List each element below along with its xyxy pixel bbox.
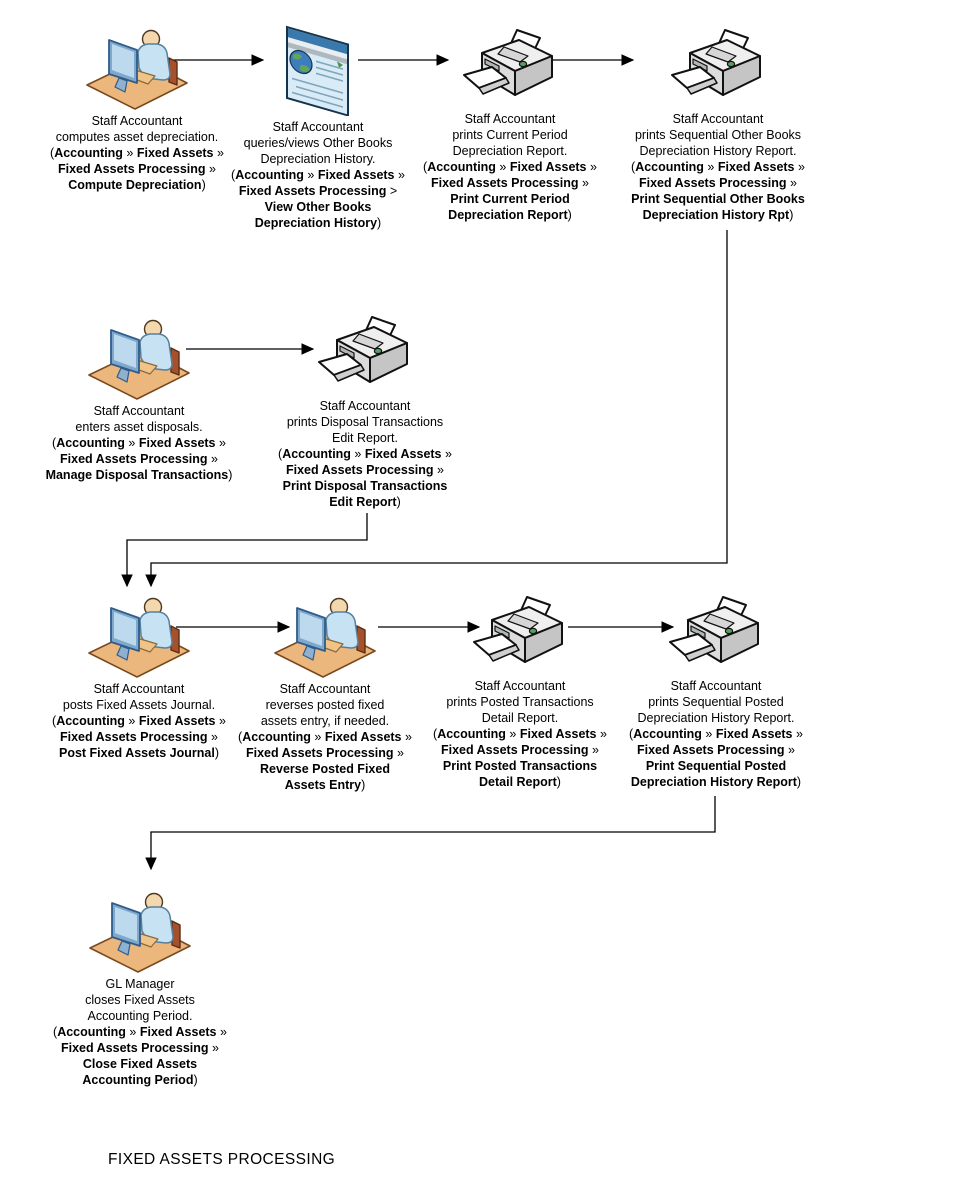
node-text-line: Print Posted Transactions [442,759,598,773]
node-text-line: computes asset depreciation. [55,130,219,144]
node-label [238,681,412,793]
node-text-line: Depreciation History Report. [639,144,797,158]
node-label [433,678,607,790]
node-text-line: Detail Report. [481,711,559,725]
printer-icon [670,28,766,108]
printer-icon [668,595,764,675]
node-label [631,111,805,223]
node-text-line: View Other Books [264,200,372,214]
node-text-line: Staff Accountant [91,114,183,128]
node-text-line: Reverse Posted Fixed [260,762,390,776]
node-text-line: Depreciation History Report) [630,775,802,789]
node-text-line: Fixed Assets Processing » [61,1041,219,1055]
node-text-line: Staff Accountant [672,112,764,126]
node-text-line: Staff Accountant [474,679,566,693]
edge-arrow-elbow [151,796,715,869]
node-text-line: Staff Accountant [670,679,762,693]
node-text-line: Fixed Assets Processing » [246,746,404,760]
node-text-line: Edit Report. [331,431,398,445]
node-text-line: Depreciation Report. [452,144,568,158]
node-print-current-period-depreciation-report [395,28,625,223]
node-text-line: GL Manager [105,977,175,991]
node-text-line: Staff Accountant [319,399,411,413]
node-text-line: Fixed Assets Processing » [60,730,218,744]
node-text-line: Fixed Assets Processing » [286,463,444,477]
node-text-line: Print Sequential Posted [645,759,787,773]
node-text-line: Fixed Assets Processing » [58,162,216,176]
user-at-desk-icon [273,596,377,678]
user-at-desk-icon [85,28,189,110]
node-text-line: (Accounting » Fixed Assets » [231,168,405,182]
node-text-line: Fixed Assets Processing » [431,176,589,190]
diagram-title: FIXED ASSETS PROCESSING [108,1151,336,1168]
printer-icon [462,28,558,108]
browser-window-icon [280,24,356,116]
node-text-line: (Accounting » Fixed Assets » [423,160,597,174]
node-text-line: (Accounting » Fixed Assets » [52,436,226,450]
node-label [50,113,224,193]
node-manage-disposal-transactions [24,318,254,483]
node-text-line: Compute Depreciation) [68,178,206,192]
node-text-line: assets entry, if needed. [260,714,390,728]
node-label [231,119,405,231]
node-text-line: reverses posted fixed [265,698,385,712]
node-text-line: queries/views Other Books [243,136,393,150]
node-text-line: Depreciation Report) [448,208,572,222]
node-text-line: (Accounting » Fixed Assets » [433,727,607,741]
node-text-line: Fixed Assets Processing » [441,743,599,757]
node-text-line: Edit Report) [329,495,401,509]
node-text-line: (Accounting » Fixed Assets » [50,146,224,160]
node-text-line: Fixed Assets Processing » [639,176,797,190]
node-text-line: Depreciation History. [260,152,376,166]
node-text-line: Depreciation History Rpt) [642,208,794,222]
node-text-line: Accounting Period) [82,1073,198,1087]
node-print-sequential-other-books-depreciation-history-rpt [603,28,833,223]
node-text-line: Accounting Period. [87,1009,193,1023]
node-text-line: (Accounting » Fixed Assets » [629,727,803,741]
node-text-line: posts Fixed Assets Journal. [62,698,216,712]
node-text-line: Print Current Period [450,192,570,206]
node-label [278,398,452,510]
node-text-line: Assets Entry) [284,778,366,792]
node-text-line: (Accounting » Fixed Assets » [238,730,412,744]
node-text-line: prints Sequential Other Books [634,128,802,142]
node-label [53,976,227,1088]
node-text-line: Print Disposal Transactions [282,479,448,493]
edge-arrow-elbow [127,513,367,586]
node-text-line: Detail Report) [479,775,561,789]
node-text-line: Post Fixed Assets Journal) [58,746,219,760]
printer-icon [472,595,568,675]
node-text-line: prints Posted Transactions [446,695,594,709]
node-label [629,678,803,790]
node-text-line: Staff Accountant [93,682,185,696]
node-text-line: enters asset disposals. [75,420,203,434]
node-text-line: Close Fixed Assets [82,1057,198,1071]
node-label [52,681,226,761]
node-label [423,111,597,223]
node-label [46,403,233,483]
node-text-line: Staff Accountant [279,682,371,696]
node-text-line: Staff Accountant [464,112,556,126]
node-text-line: Fixed Assets Processing » [637,743,795,757]
node-text-line: (Accounting » Fixed Assets » [52,714,226,728]
node-text-line: (Accounting » Fixed Assets » [278,447,452,461]
node-text-line: (Accounting » Fixed Assets » [53,1025,227,1039]
user-at-desk-icon [87,318,191,400]
node-text-line: Fixed Assets Processing > [238,184,398,198]
user-at-desk-icon [87,596,191,678]
node-close-fixed-assets-accounting-period [25,891,255,1088]
node-text-line: Print Sequential Other Books [631,192,805,206]
node-text-line: (Accounting » Fixed Assets » [631,160,805,174]
node-text-line: closes Fixed Assets [85,993,195,1007]
node-text-line: Staff Accountant [272,120,364,134]
printer-icon [317,315,413,395]
user-at-desk-icon [88,891,192,973]
node-print-sequential-posted-depreciation-history-report [601,595,831,790]
node-text-line: prints Sequential Posted [648,695,784,709]
node-text-line: prints Disposal Transactions [286,415,444,429]
node-text-line: Manage Disposal Transactions) [45,468,233,482]
node-text-line: prints Current Period [452,128,568,142]
node-print-disposal-transactions-edit-report [250,315,480,510]
node-text-line: Fixed Assets Processing » [60,452,218,466]
node-text-line: Depreciation History Report. [637,711,795,725]
node-text-line: Staff Accountant [93,404,185,418]
node-text-line: Depreciation History) [254,216,382,230]
